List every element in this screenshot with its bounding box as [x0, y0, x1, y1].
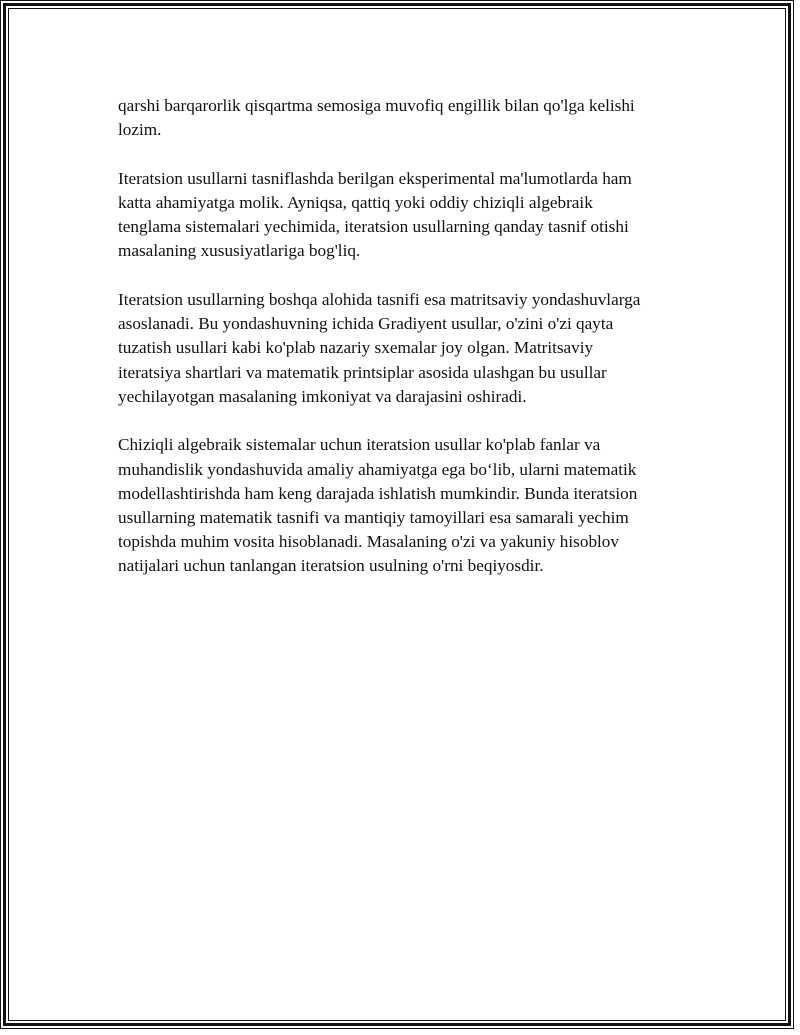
paragraph-3: Iteratsion usullarning boshqa alohida tasnifi esa matritsaviy yondashuvlarga asoslanadi. Bu yondashuvning ichida Gradiyent usullar, o'zini o'zi qayta tuzatish usullari kabi ko'plab nazariy sxemalar joy olgan. Matritsaviy iteratsiya shartlari va matematik printsiplar asosida ulashgan bu usullar yechilayotgan masalaning imkoniyat va darajasini oshiradi.: [118, 290, 641, 406]
paragraph-1: qarshi barqarorlik qisqartma semosiga muvofiq engillik bilan qo'lga kelishi lozim.: [118, 96, 635, 140]
paragraph-4: Chiziqli algebraik sistemalar uchun iteratsion usullar ko'plab fanlar va muhandislik yondashuvida amaliy ahamiyatga ega bo‘lib, ularni matematik modellashtirishda ham keng darajada ishlatish mumkindir. Bunda iteratsion usullarning matematik tasnifi va mantiqiy tamoyillari esa samarali yechim topishda muhim vosita hisoblanadi. Masalaning o'zi va yakuniy hisoblov natijalari uchun tanlangan iteratsion usulning o'rni beqiyosdir.: [118, 435, 638, 576]
document-body: [118, 94, 688, 603]
paragraph-2: Iteratsion usullarni tasniflashda berilgan eksperimental ma'lumotlarda ham katta ahamiyatga molik. Ayniqsa, qattiq yoki oddiy chiziqli algebraik tenglama sistemalari yechimida, iteratsion usullarning qanday tasnif otishi masalaning xususiyatlariga bog'liq.: [118, 168, 632, 261]
